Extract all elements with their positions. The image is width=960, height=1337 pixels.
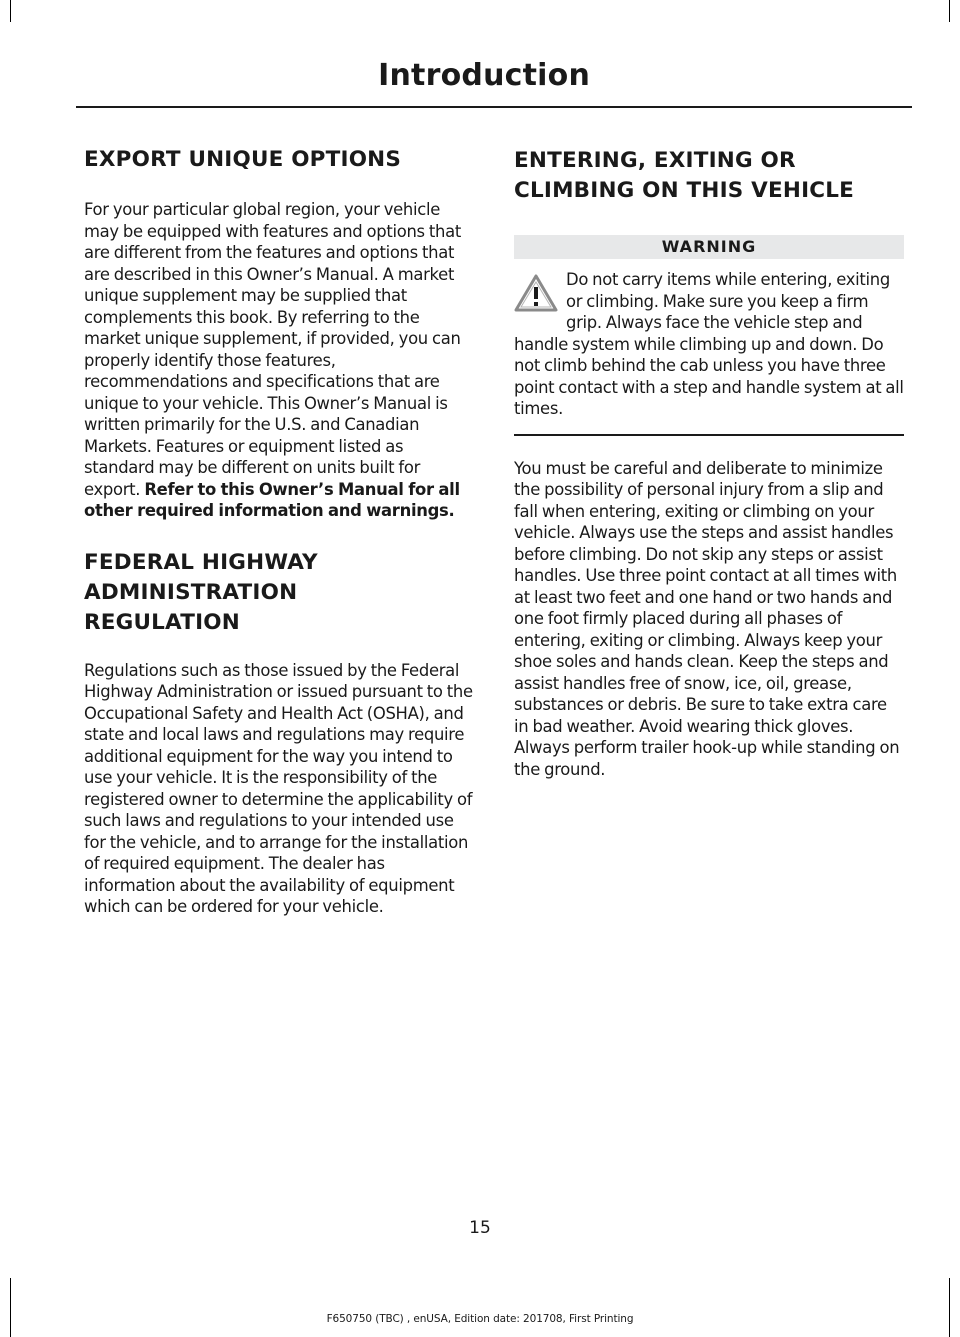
export-options-body — [84, 199, 474, 522]
warning-box — [514, 269, 904, 420]
page-section-title: Introduction — [378, 58, 590, 93]
export-options-section — [84, 145, 474, 522]
entering-heading-line-2: CLIMBING ON THIS VEHICLE — [514, 178, 855, 203]
federal-highway-section — [84, 548, 474, 918]
entering-heading-line-1: ENTERING, EXITING OR — [514, 148, 796, 173]
export-options-text: For your particular global region, your vehicle may be equipped with features and options that are different from the features and options that are described in this Owner’s Manual. A market unique supplement may be supplied that complements this book. By referring to the market unique supplement, if provided, you can properly identify those features, recommendations and specifications that are unique to your vehicle. This Owner’s Manual is written primarily for the U.S. and Canadian Markets. Features or equipment listed as standard may be different on units built for export. — [84, 200, 461, 499]
export-options-bold-note: Refer to this Owner’s Manual for all other required information and warnings. — [84, 479, 460, 520]
crop-mark-top-left — [10, 0, 11, 22]
entering-exiting-body: You must be careful and deliberate to minimize the possibility of personal injury from a slip and fall when entering, exiting or climbing on your vehicle. Always use the steps and assist handles before climbing. Do not skip any steps or assist handles. Use three point contact at all times with at least two feet and one hand or two hands and one foot firmly placed during all phases of entering, exiting or climbing. Always keep your shoe soles and hands clean. Keep the steps and assist handles free of snow, ice, oil, grease, substances or debris. Be sure to take extra care in bad weather. Avoid wearing thick gloves. Always perform trailer hook-up while standing on the ground. — [514, 458, 900, 779]
warning-text — [514, 269, 904, 420]
warning-label: WARNING — [514, 235, 904, 259]
federal-heading-line-1: FEDERAL HIGHWAY — [84, 549, 318, 575]
export-options-heading: EXPORT UNIQUE OPTIONS — [84, 147, 402, 172]
crop-mark-bottom-right — [949, 1278, 950, 1337]
federal-highway-heading — [84, 548, 474, 638]
entering-exiting-heading — [514, 146, 904, 206]
federal-highway-body: Regulations such as those issued by the Federal Highway Administration or issued pursuant to the Occupational Safety and Health Act (OSHA), and state and local laws and regulations may require additional equipment for the way you intend to use your vehicle. It is the responsibility of the registered owner to determine the applicability of such laws and regulations to your intended use for the vehicle, and to arrange for the installation of required equipment. The dealer has information about the availability of equipment which can be ordered for your vehicle. — [84, 660, 473, 916]
warning-text-content: Do not carry items while entering, exiting or climbing. Make sure you keep a firm grip. Always face the vehicle step and handle system while climbing up and down. Do not climb behind the cab unless you have three point contact with a step and handle system at all times. — [514, 270, 904, 418]
federal-heading-line-2: ADMINISTRATION — [84, 579, 298, 605]
edition-footer: F650750 (TBC) , enUSA, Edition date: 201708, First Printing — [326, 1313, 634, 1325]
entering-exiting-section — [514, 146, 904, 780]
crop-mark-top-right — [949, 0, 950, 22]
crop-mark-bottom-left — [10, 1278, 11, 1337]
left-column — [84, 140, 474, 918]
federal-heading-line-3: REGULATION — [84, 609, 240, 635]
warning-triangle-icon — [514, 273, 558, 313]
page-number: 15 — [469, 1218, 491, 1238]
header-divider — [76, 106, 912, 108]
warning-divider — [514, 434, 904, 436]
right-column — [514, 140, 904, 780]
